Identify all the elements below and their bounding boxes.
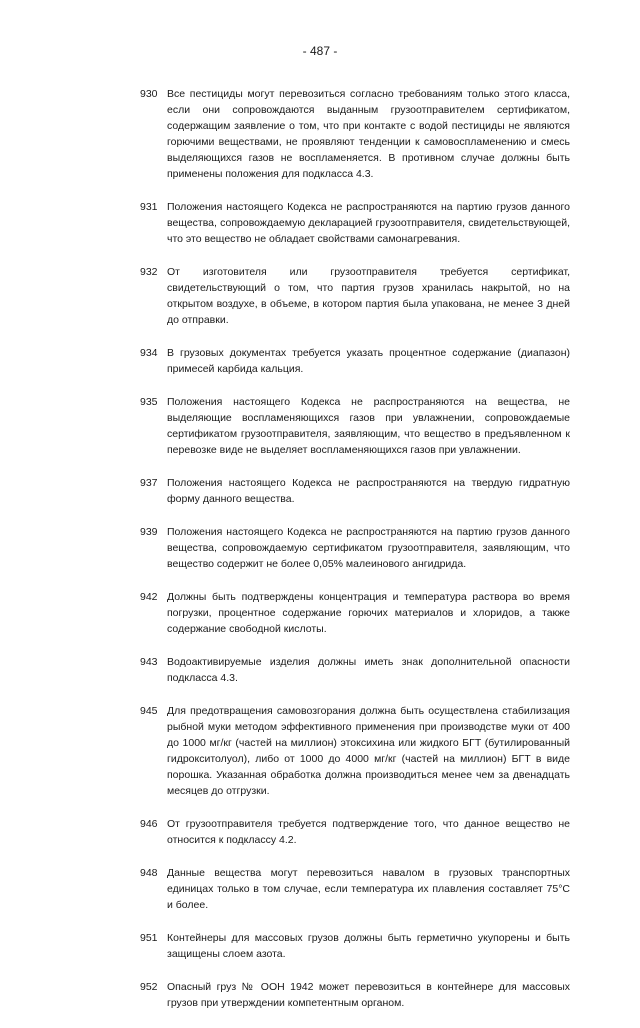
provision-item [140, 475, 570, 507]
provision-text: Для предотвращения самовозгорания должна быть осуществлена стабилизация рыбной муки методом эффективного применения при производстве муки от 400 до 1000 мг/кг (частей на миллион) этоксихина или жидкого БГТ (бутилированный гидрокситолуол), либо от 1000 до 4000 мг/кг (частей на миллион) БГТ в виде порошка. Указанная обработка должна производиться менее чем за двенадцать месяцев до отгрузки. [167, 705, 570, 797]
provision-item [140, 394, 570, 458]
provision-item [140, 979, 570, 1011]
provision-text: Положения настоящего Кодекса не распространяются на партию грузов данного вещества, сопровождаемую сертификатом грузоотправителя, заявляющим, что вещество содержит не более 0,05% малеинового ангидрида. [167, 526, 570, 570]
provision-number: 948 [140, 867, 158, 879]
provision-text: Положения настоящего Кодекса не распространяются на твердую гидратную форму данного вещества. [167, 477, 570, 505]
provision-number: 939 [140, 526, 158, 538]
page-number: - 487 - [302, 44, 338, 58]
provision-text: В грузовых документах требуется указать процентное содержание (диапазон) примесей карбида кальция. [167, 347, 570, 375]
provision-text: От изготовителя или грузоотправителя требуется сертификат, свидетельствующий о том, что партия грузов хранилась накрытой, но на открытом воздухе, в объеме, в котором партия была упакована, не менее 3 дней до отправки. [167, 266, 570, 326]
provision-number: 932 [140, 266, 158, 278]
provision-text: Контейнеры для массовых грузов должны быть герметично укупорены и быть защищены слоем азота. [167, 932, 570, 960]
provision-item [140, 816, 570, 848]
provisions-list [140, 86, 570, 1028]
provision-number: 930 [140, 88, 158, 100]
provision-item [140, 930, 570, 962]
provision-item [140, 264, 570, 328]
provision-item [140, 865, 570, 913]
provision-text: Водоактивируемые изделия должны иметь знак дополнительной опасности подкласса 4.3. [167, 656, 570, 684]
provision-text: Положения настоящего Кодекса не распространяются на вещества, не выделяющие воспламеняющихся газов при увлажнении, сопровождаемые сертификатом грузоотправителя, заявляющим, что вещество в предъявленном к перевозке виде не выделяет воспламеняющихся газов при увлажнении. [167, 396, 570, 456]
provision-item [140, 345, 570, 377]
provision-number: 945 [140, 705, 158, 717]
provision-item [140, 86, 570, 182]
provision-number: 931 [140, 201, 158, 213]
provision-number: 934 [140, 347, 158, 359]
provision-item [140, 199, 570, 247]
provision-number: 946 [140, 818, 158, 830]
provision-number: 935 [140, 396, 158, 408]
provision-item [140, 589, 570, 637]
provision-text: Должны быть подтверждены концентрация и температура раствора во время погрузки, процентное содержание горючих материалов и хлоридов, а также содержание свободной кислоты. [167, 591, 570, 635]
provision-number: 952 [140, 981, 158, 993]
provision-number: 951 [140, 932, 158, 944]
provision-text: Все пестициды могут перевозиться согласно требованиям только этого класса, если они сопровождаются выданным грузоотправителем сертификатом, содержащим заявление о том, что при контакте с водой пестициды не являются горючими веществами, не проявляют тенденции к самовоспламенению и смесь выделяющихся газов не воспламеняется. В противном случае должны быть применены положения для подкласса 4.3. [167, 88, 570, 180]
provision-text: Положения настоящего Кодекса не распространяются на партию грузов данного вещества, сопровождаемую декларацией грузоотправителя, свидетельствующей, что это вещество не обладает свойствами самонагревания. [167, 201, 570, 245]
provision-item [140, 654, 570, 686]
provision-number: 943 [140, 656, 158, 668]
provision-text: Данные вещества могут перевозиться навалом в грузовых транспортных единицах только в том случае, если температура их плавления составляет 75°С и более. [167, 867, 570, 911]
provision-text: От грузоотправителя требуется подтверждение того, что данное вещество не относится к подклассу 4.2. [167, 818, 570, 846]
provision-number: 942 [140, 591, 158, 603]
provision-number: 937 [140, 477, 158, 489]
provision-text: Опасный груз № ООН 1942 может перевозиться в контейнере для массовых грузов при утверждении компетентным органом. [167, 981, 570, 1009]
provision-item [140, 524, 570, 572]
provision-item [140, 703, 570, 799]
